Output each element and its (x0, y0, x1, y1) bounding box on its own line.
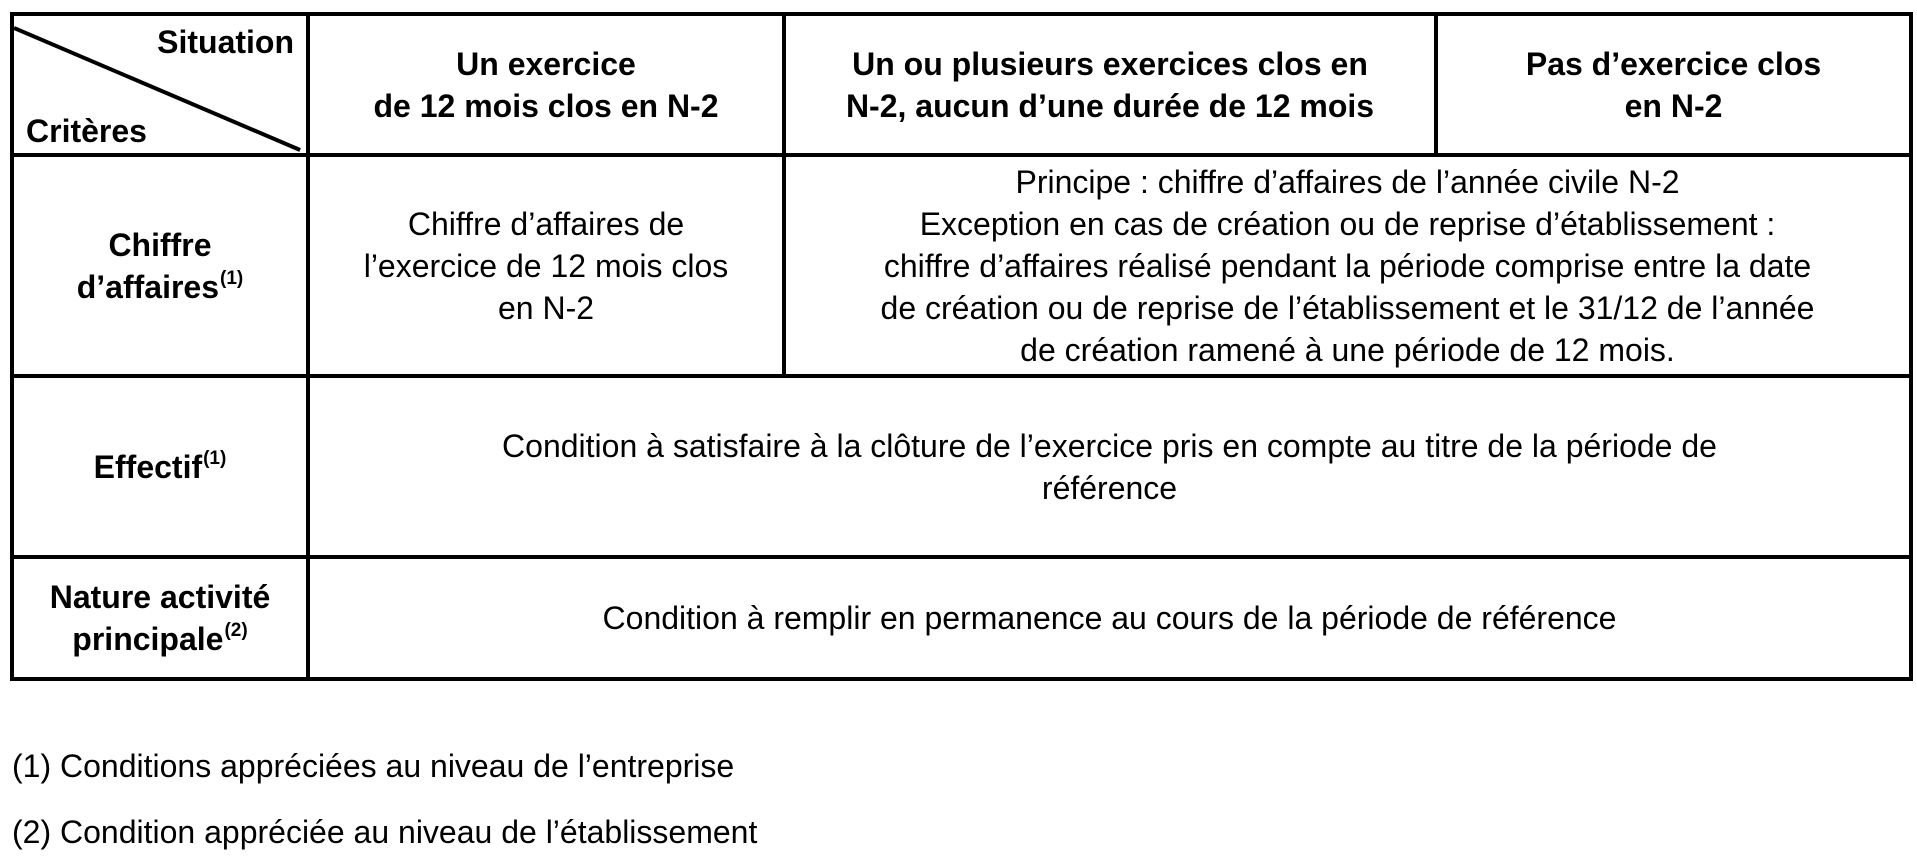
cell-text-line: Exception en cas de création ou de reprise d’établissement : (919, 205, 1776, 242)
column-header-no-exercise (1436, 14, 1911, 155)
cell-text-line: de création ramené à une période de 12 mois. (1020, 331, 1675, 368)
column-header-other-duration (784, 14, 1436, 155)
situation-label: Situation (157, 24, 294, 60)
column-header-line: Un ou plusieurs exercices clos en (852, 45, 1368, 82)
footnote-marker: (1) (220, 267, 244, 289)
cell-text-line: Chiffre d’affaires de (407, 205, 685, 242)
chiffre-affaires-principle-cell (784, 155, 1911, 376)
row-label-line (20, 618, 300, 660)
footnote-marker: (2) (224, 620, 248, 641)
row-label-text: d’affaires (76, 268, 220, 305)
corner-header-cell (12, 14, 308, 155)
footnote-marker: (1) (203, 447, 227, 469)
row-label-line (20, 266, 300, 308)
cell-text-line: référence (1041, 469, 1178, 506)
column-header-line: N-2, aucun d’une durée de 12 mois (845, 87, 1375, 124)
cell-text-line: de création ou de reprise de l’établissement et le 31/12 de l’année (880, 289, 1815, 326)
criteres-label: Critères (26, 113, 147, 149)
cell-text-line: Principe : chiffre d’affaires de l’année civile N-2 (1015, 163, 1680, 200)
footnote-1: (1) Conditions appréciées au niveau de l’entreprise (12, 748, 735, 784)
chiffre-affaires-row (12, 155, 1911, 376)
row-label-line: Nature activité (49, 579, 271, 615)
effectif-value-cell (308, 376, 1911, 557)
criteria-table (10, 12, 1913, 681)
column-header-line: Un exercice (456, 45, 636, 82)
row-label-text: Effectif (93, 448, 203, 485)
effectif-row (12, 376, 1911, 557)
column-header-line: de 12 mois clos en N-2 (373, 87, 719, 124)
row-label-text: principale (72, 621, 224, 657)
cell-text-line: en N-2 (497, 289, 595, 326)
nature-activite-value-cell (308, 557, 1911, 679)
effectif-label-cell (12, 376, 308, 557)
header-row (12, 14, 1911, 155)
cell-text-line: chiffre d’affaires réalisé pendant la période comprise entre la date (883, 247, 1812, 284)
column-header-line: en N-2 (1624, 87, 1723, 124)
column-header-12-months (308, 14, 784, 155)
footnote-2: (2) Condition appréciée au niveau de l’établissement (12, 814, 758, 850)
nature-activite-row (12, 557, 1911, 679)
cell-text: Condition à remplir en permanence au cours de la période de référence (602, 600, 1617, 636)
cell-text-line: l’exercice de 12 mois clos (363, 247, 729, 284)
chiffre-affaires-12-months-cell (308, 155, 784, 376)
nature-activite-label-cell (12, 557, 308, 679)
column-header-line: Pas d’exercice clos (1525, 45, 1822, 82)
cell-text-line: Condition à satisfaire à la clôture de l’exercice pris en compte au titre de la période de (502, 427, 1717, 464)
row-label-line: Chiffre (108, 226, 212, 263)
chiffre-affaires-label-cell (12, 155, 308, 376)
